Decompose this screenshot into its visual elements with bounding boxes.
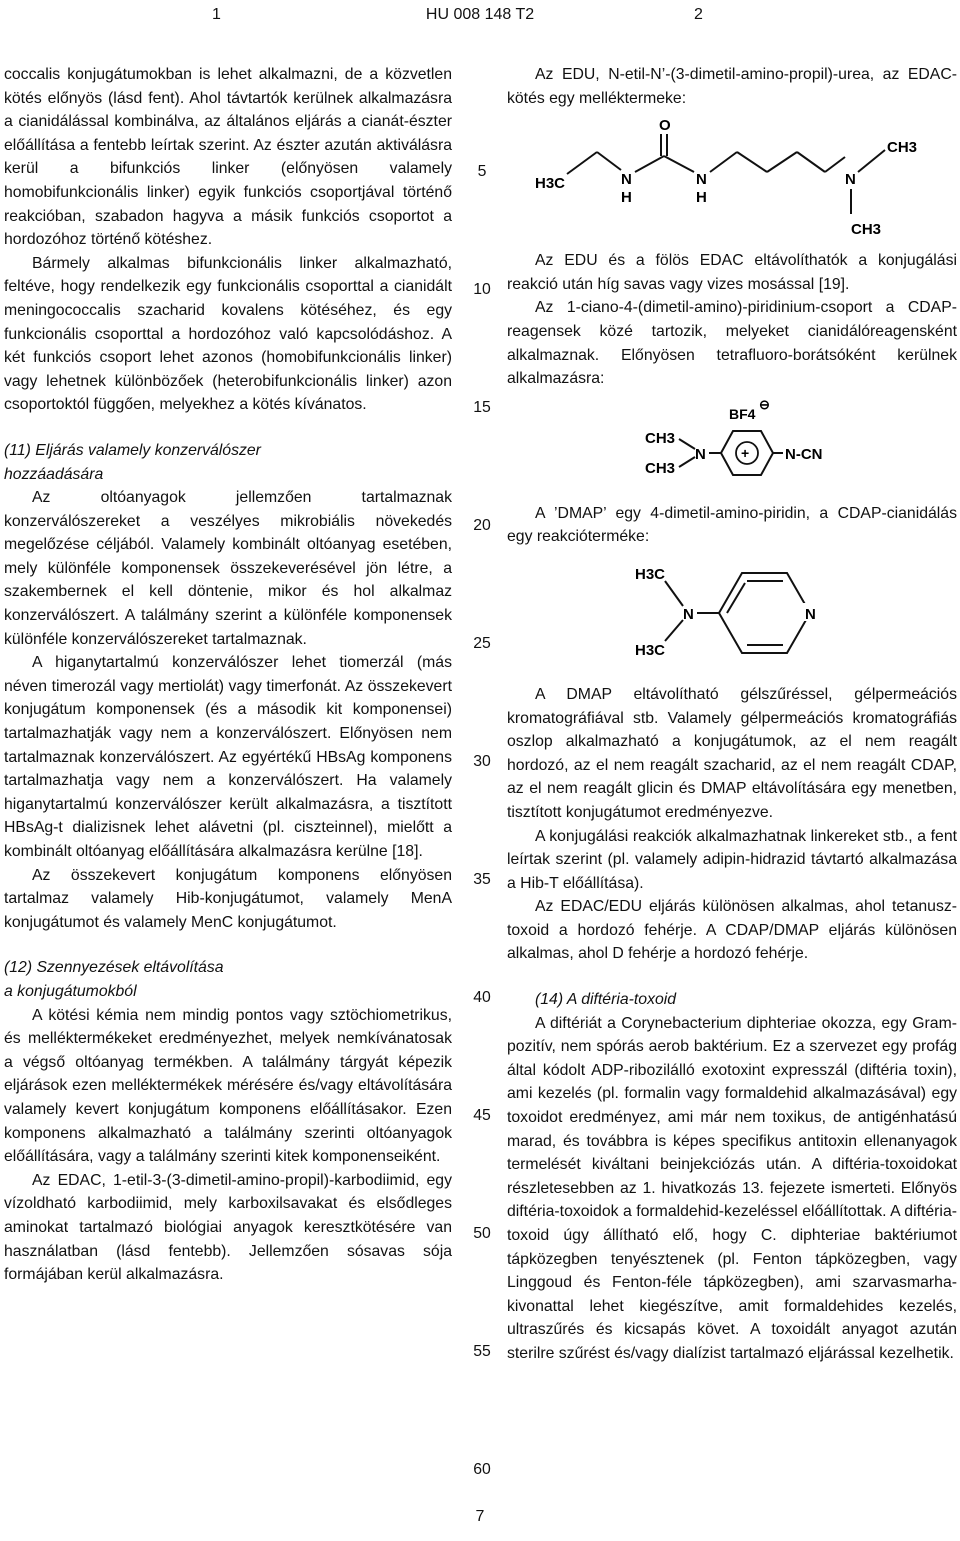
section-heading: (12) Szennyezések eltávolítása a konjugátumokból xyxy=(4,959,224,1000)
nitrogen-label: N xyxy=(805,605,816,623)
nitrogen-label: N xyxy=(621,171,632,189)
methyl-label: H3C xyxy=(635,565,666,583)
methyl-label: CH3 xyxy=(645,429,676,447)
line-number: 55 xyxy=(473,1343,491,1360)
methyl-label: H3C xyxy=(535,175,566,193)
nitrogen-label: N xyxy=(845,171,856,189)
paragraph: Az EDAC/EDU eljárás különösen alkalmas, ahol tetanusz-toxoid a hordozó fehérje. A CDAP/DMAP eljárás különösen alkalmas, ahol D fehérje a hordozó fehérje. xyxy=(507,898,957,963)
page-number-left: 1 xyxy=(212,6,221,23)
line-number: 5 xyxy=(477,163,487,180)
methyl-label: CH3 xyxy=(851,221,882,239)
paragraph: Az EDU és a fölös EDAC eltávolíthatók a konjugálási reakció után híg savas vagy vizes mosással [19]. xyxy=(507,252,957,293)
document-id: HU 008 148 T2 xyxy=(425,6,535,23)
nitrogen-label: N xyxy=(696,171,707,189)
nitrogen-label: N xyxy=(683,605,694,623)
paragraph: Az 1-ciano-4-(dimetil-amino)-piridinium-csoport a CDAP-reagensek közé tartozik, melyeket cianidálóreagensként alkalmaznak. Előnyösen tetrafluoro-borátsóként kerülnek alkalmazásra: xyxy=(507,299,957,388)
tetrafluoroborate-label: BF4 xyxy=(729,405,756,422)
edu-structure-diagram xyxy=(507,112,957,247)
paragraph: A higanytartalmú konzerválószer lehet tiomerzál (más néven timerozál vagy mertiolát) vagy timerfonát. Az összekevert konjugátum komponensek (és a második kit komponensei) tartalmazhatják vagy nem a konzerválószert. Előnyösen nem tartalmaznak konzerválószert. Az egyértékű HBsAg komponens tartalmazhatja vagy nem a konzerválószert. Ha valamely higanytartalmú konzerválószer került alkalmazásra, a tisztított HBsAg-t dializisnek lehet alávetni (pl. ciszteinnel), mielőtt a kombinált oltóanyag előállítására alkalmazásra kerülne [18]. xyxy=(4,654,452,860)
line-number: 10 xyxy=(473,281,491,298)
paragraph: Az összekevert konjugátum komponens előnyösen tartalmaz valamely Hib-konjugátumot, valamely MenA konjugátumot és valamely MenC konjugátumot. xyxy=(4,866,452,931)
methyl-label: H3C xyxy=(635,641,666,659)
paragraph: Bármely alkalmas bifunkcionális linker alkalmazható, feltéve, hogy rendelkezik egy funkcionális csoporttal a cianidált meningococcalis szacharid kovalens kötéséhez, és egy funkcionális csoporttal a hordozóhoz való kapcsolódáshoz. A két funkciós csoport lehet azonos (homobifunkcionális linker) vagy lehetnek különbözőek (heterobifunkcionális linker) azon csoportoktól függően, melyekhez a kötés kívánatos. xyxy=(4,254,452,414)
line-number: 30 xyxy=(473,753,491,770)
section-heading: (14) A diftéria-toxoid xyxy=(535,991,677,1009)
paragraph: A ’DMAP’ egy 4-dimetil-amino-piridin, a CDAP-cianidálás egy reakcióterméke: xyxy=(507,504,957,546)
page-number-right: 2 xyxy=(694,6,703,23)
line-number: 15 xyxy=(473,399,491,416)
cyanide-group-label: N-CN xyxy=(785,445,823,463)
right-column xyxy=(507,63,957,1366)
page-number-footer: 7 xyxy=(475,1508,485,1525)
line-number: 35 xyxy=(473,871,491,888)
methyl-label: CH3 xyxy=(887,139,918,157)
cdap-structure-diagram xyxy=(507,393,957,488)
paragraph: coccalis konjugátumokban is lehet alkalmazni, de a közvetlen kötés előnyös (lásd fent). Ahol távtartók kerülnek alkalmazásra a cianidálással kombinálva, az általános eljárás a cianát-észter előállítása a fentebb leírtak szerint. Az észter azután aktiválásra kerül a bifunkciós linker (előnyösen valamely homobifunkcionális linker) egyik funkciós csoportjával történő reakcióban, szabadon hagyva a másik funkciós csoportot a hordozóhoz történő kötéshez. xyxy=(4,66,452,249)
charge-label: ⊖ xyxy=(759,396,770,412)
left-column xyxy=(4,63,452,1287)
line-number: 25 xyxy=(473,635,491,652)
line-number: 50 xyxy=(473,1225,491,1242)
oxygen-label: O xyxy=(659,117,671,135)
line-number: 60 xyxy=(473,1461,491,1478)
paragraph: Az EDU, N-etil-N’-(3-dimetil-amino-propil)-urea, az EDAC-kötés egy melléktermeke: xyxy=(507,66,957,107)
paragraph: A konjugálási reakciók alkalmazhatnak linkereket stb., a fent leírtak szerint (pl. valamely adipin-hidrazid távtartó alkalmazása a Hib-T előállítása). xyxy=(507,827,957,892)
line-number: 40 xyxy=(473,989,491,1006)
paragraph: A DMAP eltávolítható gélszűréssel, gélpermeációs kromatográfiával stb. Valamely gélpermeációs kromatográfiás oszlop alkalmazható a konjugátumok, az el nem reagált hordozó, az el nem reagált szacharid, az el nem reagált CDAP, az el nem reagált glicin és DMAP eltávolítására egy menetben, tisztított konjugátumot eredményezve. xyxy=(507,685,957,821)
nitrogen-label: N xyxy=(695,445,706,463)
charge-label: + xyxy=(741,444,750,461)
paragraph: Az EDAC, 1-etil-3-(3-dimetil-amino-propil)-karbodiimid, egy vízoldható karbodiimid, mely karboxilsavakat és elsődleges aminokat tartalmazó biológiai anyagok keresztkötésére van használatban (lásd fentebb). Jellemzően sósavas sója formájában kerül alkalmazásra. xyxy=(4,1171,452,1284)
paragraph: A diftériát a Corynebacterium diphteriae okozza, egy Gram-pozitív, nem spórás aerob baktérium. Ez a szervezet egy profág által kódolt ADP-ribozilálló exotoxint expresszál (diftéria toxin), ami kezelés (pl. formalin vagy formaldehid alkalmazásával) egy toxoidot eredményez, ami már nem toxikus, de antigénhatású marad, és továbbra is képes specifikus antitoxin ellenanyagok termelését kiváltani beinjekciózás után. A diftéria-toxoidokat részletesebben az 1. hivatkozás 13. fejezete ismerteti. Előnyös diftéria-toxoidok a formaldehid-kezeléssel előállítottak. A diftéria-toxoid úgy állítható elő, hogy C. diphteriae baktériumot tápközegben tenyésztenek (pl. Fenton tápközegben, vagy Linggoud és Fenton-féle tápközegben), ami szarvasmarha-kivonattal lehet kiegészítve, amit formaldehides kezelés, ultraszűrés és kicsapás követ. A toxoidált anyagot azután sterilre szűrést és/vagy dialízist tartalmazó eljárással kezelhetik. xyxy=(507,1014,957,1362)
hydrogen-label: H xyxy=(696,189,707,207)
line-number: 20 xyxy=(473,517,491,534)
dmap-structure-diagram xyxy=(507,551,957,669)
methyl-label: CH3 xyxy=(645,459,676,477)
line-number: 45 xyxy=(473,1107,491,1124)
section-heading: (11) Eljárás valamely konzerválószer hozzáadására xyxy=(4,441,261,483)
hydrogen-label: H xyxy=(621,189,632,207)
paragraph: Az oltóanyagok jellemzően tartalmaznak konzerválószereket a veszélyes mikrobiális növekedés megelőzése céljából. Valamely kombinált oltóanyag esetében, mely különféle komponensek összekeverésével jön létre, a szakembernek el kell döntenie, mikor és hol alkalmaz konzerválószert. A találmány szerint a különféle komponensek különféle konzerválószereket tartalmaznak. xyxy=(4,489,452,648)
paragraph: A kötési kémia nem mindig pontos vagy sztöchiometrikus, és melléktermékeket eredményezhet, melyek nemkívánatosak a végső oltóanyag termékben. A találmány tárgyát képezik eljárások ezen melléktermékek mérésére és/vagy eltávolítására valamely kevert konjugátum komponens előállításakor. Ezen komponens alkalmazható a találmány szerinti oltóanyagok előállítására, vagy a találmány szerinti kitek komponenseiként. xyxy=(4,1006,452,1166)
